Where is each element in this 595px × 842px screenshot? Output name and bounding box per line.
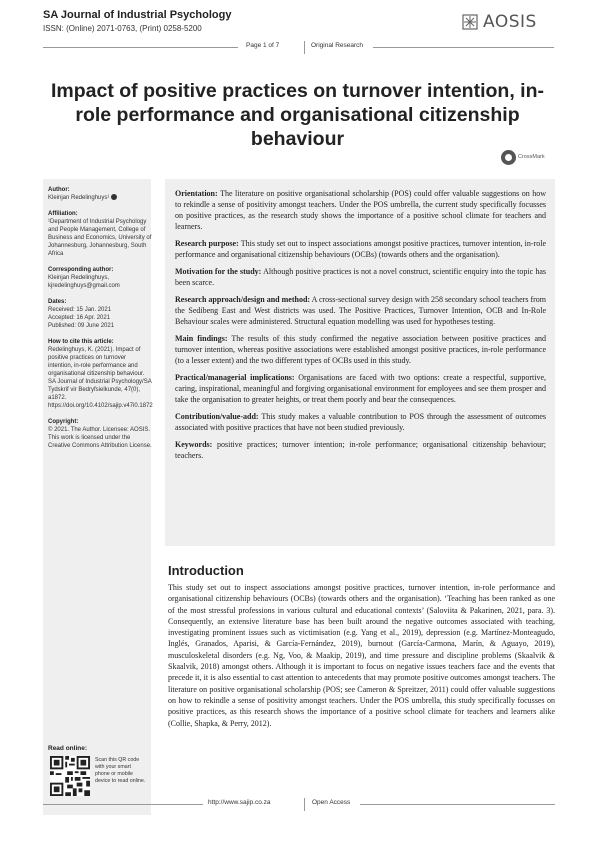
affiliation-heading: Affiliation: <box>48 211 78 217</box>
abstract-implications: Practical/managerial implications: Organisations are faced with two options: create a respectful, supportive, caring, inspirational, meaningful and forgiving organisational environment for employees and see them prosper and take the organisation to greater heights, or treat them poorly and bear the consequences. <box>175 373 546 404</box>
citation-text: Redelinghuys, K. (2021). Impact of positive practices on turnover intention, in-role performance and organisational citizenship behaviour. SA Journal of Industrial Psychology/SA Tydskrif vir Bedryfsielkunde, 47(0), a1872. https://doi.org/10.4102/sajip.v47i0.1872 <box>48 347 153 409</box>
orcid-icon[interactable] <box>111 194 117 200</box>
copyright-text: © 2021. The Author. Licensee: AOSIS. This work is licensed under the Creative Commons Attribution License. <box>48 427 152 449</box>
introduction-heading: Introduction <box>168 563 244 578</box>
divider <box>304 41 305 54</box>
crossmark-icon <box>501 150 516 165</box>
abstract-findings: Main findings: The results of this study confirmed the negative association between positive practices and turnover intention, whereas positive associations were established amongst positive practices, in-role performance (to a lesser extent) and the two different types of OCBs used in this study. <box>175 334 546 365</box>
author-heading: Author: <box>48 187 70 193</box>
affiliation-text: ¹Department of Industrial Psychology and People Management, College of Business and Economics, University of Johannesburg, Johannesburg, South Africa <box>48 219 152 257</box>
qr-code-icon[interactable] <box>50 756 90 796</box>
page-footer <box>0 798 595 812</box>
journal-url-link[interactable]: http://www.sajip.co.za <box>208 799 271 806</box>
journal-title: SA Journal of Industrial Psychology <box>43 9 232 21</box>
author-name: Kleinjan Redelinghuys¹ <box>48 195 110 201</box>
issn-line: ISSN: (Online) 2071-0763, (Print) 0258-5200 <box>43 24 202 33</box>
publisher-name: AOSIS <box>483 12 537 32</box>
page-number: Page 1 of 7 <box>246 42 280 49</box>
corresponding-name: Kleinjan Redelinghuys, <box>48 275 110 281</box>
divider <box>373 47 554 48</box>
page-bar <box>0 41 595 55</box>
abstract-keywords: Keywords: positive practices; turnover intention; in-role performance; organisational citizenship behaviour; teachers. <box>175 440 546 460</box>
abstract-orientation: Orientation: The literature on positive organisational scholarship (POS) could offer valuable suggestions on how to rekindle a sense of positivity amongst teachers. Under the POS umbrella, the current study specifically focusses on positive practices, as the research study shows the importance of a positive school climate for teachers and learners. <box>175 189 547 231</box>
publisher-logo <box>462 13 554 31</box>
article-title: Impact of positive practices on turnover intention, in-role performance and organisational citizenship behaviour <box>51 80 544 150</box>
introduction-body: This study set out to inspect associations amongst positive practices, turnover intention, in-role performance and organisational citizenship behaviours (OCBs) (towards others and the organisation). ‘Teaching has been ranked as one of the most stressful professions in various cultural and educational contexts’ (Saloviita & Pakarinen, 2021, para. 3). Consequently, an extensive literature base has been built around the negative outcomes associated with teaching, investigating prominent issues such as victimisation (e.g. Yang et al., 2019), depression (e.g. Martínez-Monteagudo, Inglés, Granados, Aparisi, & García-Fernández, 2019), burnout (García-Carmona, Marín, & Aguayo, 2019), musculoskeletal disorders (e.g. Ng, Voo, & Maakip, 2019), and time pressure and discipline problems (Skaalvik & Skaalvik, 2018) amongst others. Although it is important to focus on negative issues teachers face and the events that precede it, it is also essential to cast attention to antecedents that may promote positive outcomes amongst teachers. The literature on positive organisational scholarship (POS; see Cameron & Spreitzer, 2011) could offer valuable suggestions on how to rekindle a sense of positivity amongst teachers. Under the POS umbrella, this study specifically focusses on positive practices, as this research shows the importance of a positive school climate for teachers and learners alike (Collie, Shapka, & Perry, 2012). <box>168 583 555 728</box>
crossmark-label: CrossMark <box>518 154 545 160</box>
date-published: Published: 09 June 2021 <box>48 323 115 329</box>
divider <box>43 804 203 805</box>
crossmark-badge[interactable] <box>501 148 556 166</box>
date-received: Received: 15 Jan. 2021 <box>48 307 112 313</box>
aosis-logo-icon <box>462 14 478 30</box>
read-online-heading: Read online: <box>48 745 88 752</box>
abstract-motivation: Motivation for the study: Although positive practices is not a novel construct, scientific enquiry into the topic has been scarce. <box>175 267 547 287</box>
divider <box>304 798 305 811</box>
abstract-contribution: Contribution/value-add: This study makes a valuable contribution to POS through the assessment of outcomes associated with positive practices that have not been studied previously. <box>175 412 546 432</box>
abstract <box>175 188 546 467</box>
copyright-heading: Copyright: <box>48 419 79 425</box>
article-info <box>48 186 152 458</box>
abstract-purpose: Research purpose: This study set out to inspect associations amongst positive practices, turnover intention, in-role performance and organisational citizenship behaviours (OCBs) (towards others and the organisation). <box>175 239 547 259</box>
corresponding-heading: Corresponding author: <box>48 267 114 273</box>
dates-heading: Dates: <box>48 299 67 305</box>
corresponding-email[interactable]: kjredelinghuys@gmail.com <box>48 283 120 289</box>
date-accepted: Accepted: 16 Apr. 2021 <box>48 315 111 321</box>
abstract-method: Research approach/design and method: A cross-sectional survey design with 258 secondary school teachers from the Sedibeng East and West districts was used. The Positive Practices, Turnover Intention, OCB and In-Role Behaviour scales were administered. Structural equation modelling was used for hypotheses testing. <box>175 295 547 326</box>
article-section: Original Research <box>311 42 364 49</box>
divider <box>360 804 555 805</box>
qr-instructions: Scan this QR code with your smart phone or mobile device to read online. <box>95 757 146 784</box>
cite-heading: How to cite this article: <box>48 339 114 345</box>
divider <box>43 47 238 48</box>
open-access-label: Open Access <box>312 799 351 806</box>
